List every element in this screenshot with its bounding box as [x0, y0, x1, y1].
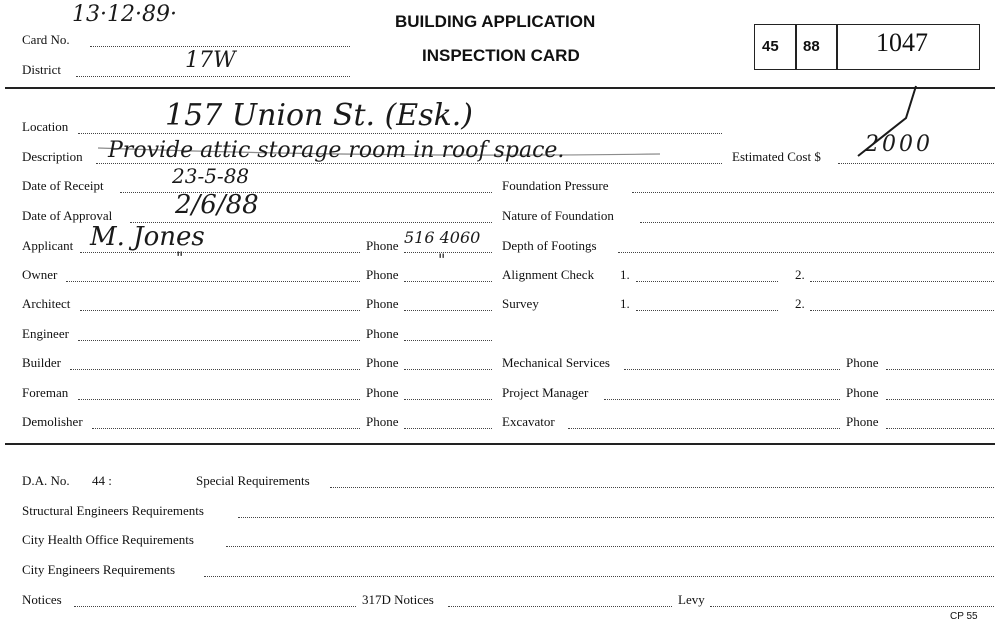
project-manager-phone-label: Phone [846, 385, 879, 400]
architect-line [80, 310, 360, 311]
structural-engineers-line [238, 517, 994, 518]
card-title-line1: BUILDING APPLICATION [395, 12, 596, 31]
city-engineers-line [204, 576, 994, 577]
special-requirements-line [330, 487, 994, 488]
demolisher-phone-label: Phone [366, 414, 399, 429]
footer-rule [5, 443, 995, 445]
notices-317d-line [448, 606, 672, 607]
project-manager-phone-line [886, 399, 994, 400]
excavator-phone-line [886, 428, 994, 429]
owner-phone-label: Phone [366, 267, 399, 282]
mechanical-services-line [624, 369, 840, 370]
alignment-check-label: Alignment Check [502, 267, 595, 282]
ref-box-2: 88 [803, 38, 820, 55]
owner-line [66, 281, 360, 282]
depth-of-footings-line [618, 252, 994, 253]
estimated-cost-line [838, 163, 994, 164]
excavator-phone-label: Phone [846, 414, 879, 429]
applicant-phone-line [404, 252, 492, 253]
foundation-pressure-line [632, 192, 994, 193]
alignment-check-num1: 1. [620, 267, 630, 282]
engineer-phone-line [404, 340, 492, 341]
engineer-label: Engineer [22, 326, 69, 341]
applicant-line [80, 252, 360, 253]
notices-line [74, 606, 356, 607]
levy-label: Levy [678, 592, 705, 607]
builder-line [70, 369, 360, 370]
owner-phone-value: " [438, 250, 446, 269]
form-code: CP 55 [950, 611, 978, 622]
estimated-cost-value: 2000 [865, 132, 933, 157]
demolisher-label: Demolisher [22, 414, 83, 429]
survey-label: Survey [502, 296, 539, 311]
card-no-label: Card No. [22, 32, 70, 47]
date-of-receipt-label: Date of Receipt [22, 178, 104, 193]
special-requirements-label: Special Requirements [196, 473, 310, 488]
demolisher-phone-line [404, 428, 492, 429]
location-label: Location [22, 119, 69, 134]
excavator-line [568, 428, 840, 429]
alignment-check-line1 [636, 281, 778, 282]
card-title-line2: INSPECTION CARD [422, 46, 580, 65]
depth-of-footings-label: Depth of Footings [502, 238, 597, 253]
builder-label: Builder [22, 355, 61, 370]
builder-phone-line [404, 369, 492, 370]
card-no-value: 13·12·89· [72, 2, 177, 27]
structural-engineers-label: Structural Engineers Requirements [22, 503, 204, 518]
architect-phone-label: Phone [366, 296, 399, 311]
mechanical-services-label: Mechanical Services [502, 355, 610, 370]
foundation-pressure-label: Foundation Pressure [502, 178, 609, 193]
applicant-label: Applicant [22, 238, 74, 253]
location-value: 157 Union St. (Esk.) [165, 98, 474, 133]
estimated-cost-label: Estimated Cost $ [732, 149, 821, 164]
city-health-line [226, 546, 994, 547]
district-value: 17W [185, 48, 236, 73]
project-manager-line [604, 399, 840, 400]
city-engineers-label: City Engineers Requirements [22, 562, 176, 577]
owner-value: " [176, 248, 184, 267]
nature-of-foundation-label: Nature of Foundation [502, 208, 614, 223]
date-of-approval-label: Date of Approval [22, 208, 113, 223]
architect-phone-line [404, 310, 492, 311]
alignment-check-line2 [810, 281, 994, 282]
mechanical-services-phone-label: Phone [846, 355, 879, 370]
ref-box-3: 1047 [876, 28, 928, 57]
description-label: Description [22, 149, 83, 164]
builder-phone-label: Phone [366, 355, 399, 370]
survey-line1 [636, 310, 778, 311]
excavator-label: Excavator [502, 414, 555, 429]
ref-box-1: 45 [762, 38, 779, 55]
architect-label: Architect [22, 296, 71, 311]
survey-num1: 1. [620, 296, 630, 311]
district-label: District [22, 62, 61, 77]
survey-line2 [810, 310, 994, 311]
foreman-line [78, 399, 360, 400]
foreman-label: Foreman [22, 385, 69, 400]
demolisher-line [92, 428, 360, 429]
mechanical-services-phone-line [886, 369, 994, 370]
city-health-label: City Health Office Requirements [22, 532, 194, 547]
location-line [78, 133, 722, 134]
applicant-phone-value: 516 4060 [404, 228, 481, 247]
applicant-value: M. Jones [90, 222, 205, 252]
alignment-check-num2: 2. [795, 267, 805, 282]
foreman-phone-line [404, 399, 492, 400]
date-of-receipt-value: 23-5-88 [172, 164, 250, 188]
notices-317d-label: 317D Notices [362, 592, 434, 607]
date-of-approval-value: 2/6/88 [175, 190, 259, 220]
engineer-phone-label: Phone [366, 326, 399, 341]
nature-of-foundation-line [640, 222, 994, 223]
da-no-label: D.A. No. [22, 473, 70, 488]
owner-phone-line [404, 281, 492, 282]
foreman-phone-label: Phone [366, 385, 399, 400]
levy-line [710, 606, 994, 607]
survey-num2: 2. [795, 296, 805, 311]
applicant-phone-label: Phone [366, 238, 399, 253]
notices-label: Notices [22, 592, 62, 607]
owner-label: Owner [22, 267, 58, 282]
da-no-value: 44 : [92, 473, 112, 488]
description-value: Provide attic storage room in roof space. [108, 138, 565, 163]
project-manager-label: Project Manager [502, 385, 589, 400]
engineer-line [78, 340, 360, 341]
